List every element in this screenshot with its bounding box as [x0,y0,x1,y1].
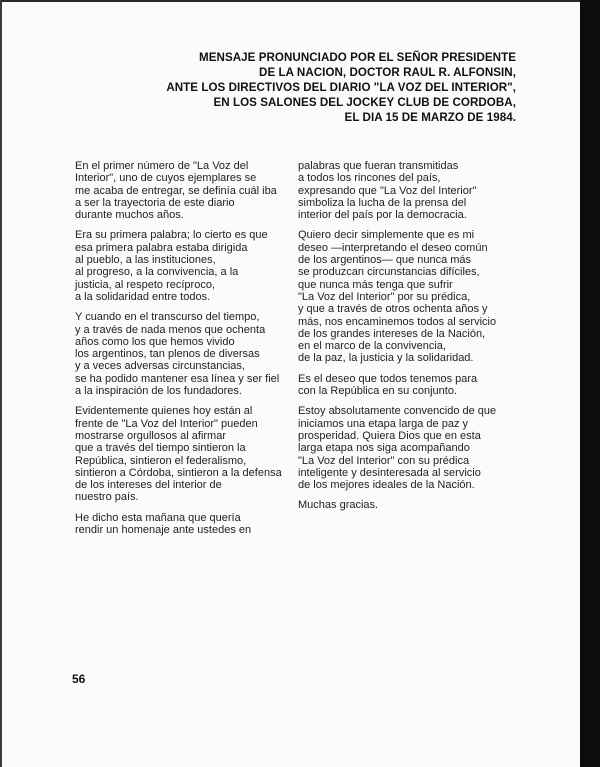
text-line: expresando que "La Voz del Interior" [298,184,477,197]
speech-header [56,50,516,125]
header-line: MENSAJE PRONUNCIADO POR EL SEÑOR PRESIDENTE [199,51,516,64]
header-line: ANTE LOS DIRECTIVOS DEL DIARIO "LA VOZ DEL INTERIOR", [166,81,516,94]
text-line: a ser la trayectoria de este diario [75,196,235,209]
paragraph [75,160,285,221]
text-line: Muchas gracias. [298,499,379,512]
scan-edge-left [0,0,2,767]
text-line: justicia, al respeto recíproco, [75,278,216,291]
text-line: de los intereses del interior de [75,479,222,492]
right-text-column [298,160,510,520]
text-line: Es el deseo que todos tenemos para [298,372,478,385]
text-line: más, nos encaminemos todos al servicio [298,315,497,328]
text-line: frente de "La Voz del Interior" pueden [75,417,258,430]
text-line: larga etapa nos siga acompañando [298,442,470,455]
text-line: y a veces adversas circunstancias, [75,360,245,373]
text-line: durante muchos años. [75,209,184,222]
text-line: de los grandes intereses de la Nación, [298,327,486,340]
header-line: EL DIA 15 DE MARZO DE 1984. [344,111,516,124]
paragraph [298,405,510,491]
paragraph [75,229,285,303]
paragraph [298,499,510,511]
text-line: y que a través de otros ochenta años y [298,303,488,316]
text-line: de la paz, la justicia y la solidaridad. [298,352,474,365]
text-line: de los mejores ideales de la Nación. [298,479,475,492]
left-text-column [75,160,285,544]
text-line: Estoy absolutamente convencido de que [298,405,497,418]
text-line: prosperidad. Quiera Dios que en esta [298,429,481,442]
text-line: "La Voz del Interior" con su prédica [298,454,470,467]
paragraph [75,405,285,503]
text-line: Quiero decir simplemente que es mi [298,229,475,242]
paragraph [298,229,510,364]
text-line: inteligente y desinteresada al servicio [298,466,481,479]
text-line: que a través del tiempo sintieron la [75,442,246,455]
text-line: me acaba de entregar, se definía cuál iba [75,184,277,197]
text-line: que nunca más tenga que sufrir [298,278,453,291]
text-line: se ha podido mantener esa línea y ser fiel [75,372,280,385]
text-line: interior del país por la democracia. [298,209,467,222]
text-line: Evidentemente quienes hoy están al [75,405,253,418]
paragraph [298,373,510,398]
text-line: con la República en su conjunto. [298,385,457,398]
text-line: He dicho esta mañana que quería [75,511,241,524]
header-line: DE LA NACION, DOCTOR RAUL R. ALFONSIN, [259,66,516,79]
text-line: iniciamos una etapa larga de paz y [298,417,468,430]
paragraph [75,311,285,397]
text-line: "La Voz del Interior" por su prédica, [298,290,471,303]
text-line: a todos los rincones del país, [298,172,441,185]
header-line: EN LOS SALONES DEL JOCKEY CLUB DE CORDOBA, [213,96,516,109]
text-line: simboliza la lucha de la prensa del [298,196,467,209]
text-line: esa primera palabra estaba dirigida [75,241,248,254]
text-line: los argentinos, tan plenos de diversas [75,348,260,361]
text-line: años como los que hemos vivido [75,335,235,348]
page-number: 56 [72,672,86,686]
text-line: en el marco de la convivencia, [298,340,446,353]
text-line: se produzcan circunstancias difíciles, [298,266,480,279]
paragraph [75,512,285,537]
text-line: al pueblo, a las instituciones, [75,254,216,267]
paragraph [298,160,510,221]
text-line: Interior", uno de cuyos ejemplares se [75,172,257,185]
text-line: al progreso, a la convivencia, a la [75,266,239,279]
text-line: En el primer número de "La Voz del [75,160,249,172]
text-line: Era su primera palabra; lo cierto es que [75,229,268,242]
text-line: República, sintieron el federalismo, [75,454,247,467]
text-line: Y cuando en el transcurso del tiempo, [75,311,260,324]
text-line: rendir un homenaje ante ustedes en [75,524,252,537]
text-line: deseo —interpretando el deseo común [298,241,488,254]
text-line: nuestro país. [75,491,139,504]
scan-edge-right [580,0,600,767]
text-line: y a través de nada menos que ochenta [75,323,266,336]
text-line: a la inspiración de los fundadores. [75,385,242,398]
text-line: a la solidaridad entre todos. [75,290,211,303]
text-line: de los argentinos— que nunca más [298,254,472,267]
text-line: mostrarse orgullosos al afirmar [75,429,226,442]
text-line: palabras que fueran transmitidas [298,160,459,172]
text-line: sintieron a Córdoba, sintieron a la defensa [75,466,282,479]
scan-edge-top [0,0,600,2]
